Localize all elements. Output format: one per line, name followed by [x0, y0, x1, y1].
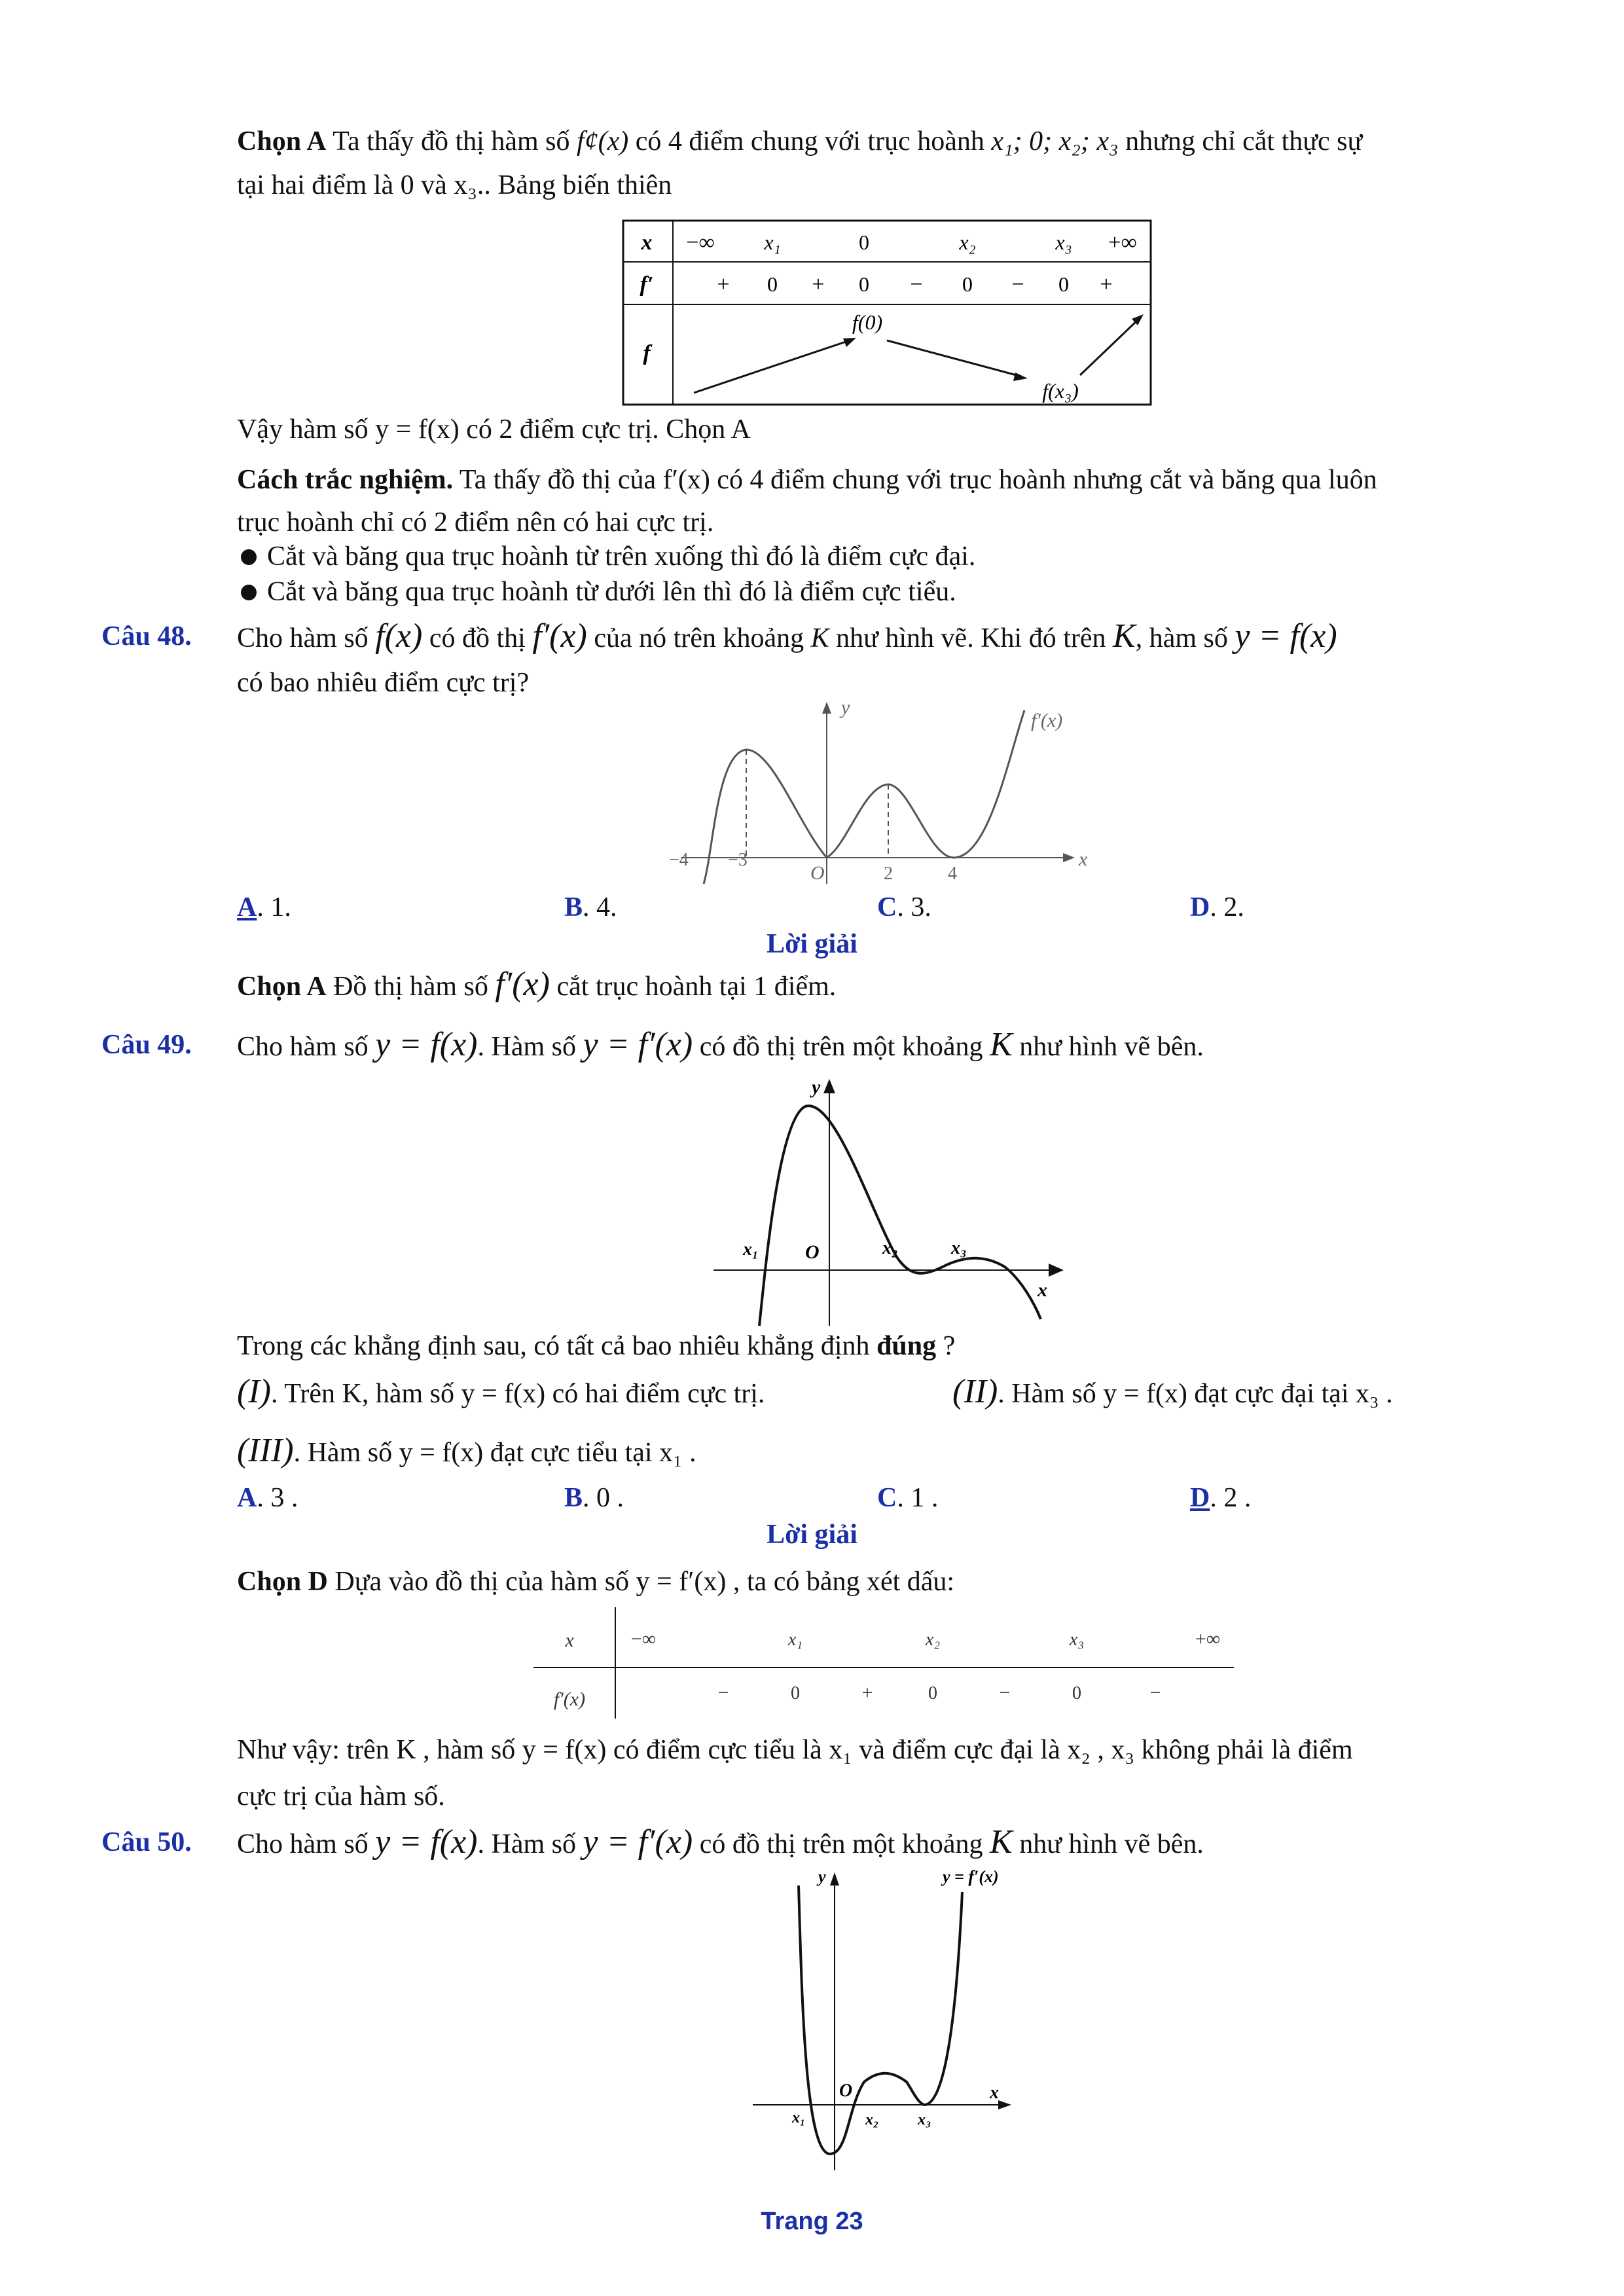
q49-conclusion-1: Như vậy: trên K , hàm số y = f(x) có điểm cực tiểu là x₁ và điểm cực đại là x₂ , x₃ không phải là điểm	[237, 1735, 1353, 1765]
q48-option-c[interactable]: C. 3.	[877, 892, 931, 922]
g50-x2: x₂	[865, 2111, 879, 2128]
s47-line4: Cách trắc nghiệm. Ta thấy đồ thị của f′(x) có 4 điểm chung với trục hoành nhưng cắt và băng qua luôn	[237, 465, 1377, 495]
vt47-x3: x₂	[959, 230, 976, 254]
variation-table-47	[622, 219, 1152, 406]
q49-solution-title: Lời giải	[767, 1520, 857, 1550]
s47-line3: Vậy hàm số y = f(x) có 2 điểm cực trị. Chọn A	[237, 414, 751, 445]
vt47-s6: −	[1011, 272, 1024, 297]
vt47-fp-label: f′	[640, 272, 654, 297]
q48-label: Câu 48.	[101, 621, 192, 651]
g49-o: O	[805, 1241, 820, 1263]
vt47-x4: x₃	[1055, 230, 1072, 254]
vt47-f-label: f	[643, 341, 651, 365]
g49-y: y	[812, 1076, 821, 1098]
bullet-icon	[241, 549, 257, 565]
st49-s0: −	[717, 1682, 729, 1704]
s47-bullet2: Cắt và băng qua trục hoành từ dưới lên thì đó là điểm cực tiểu.	[237, 574, 956, 610]
st49-x1: x₁	[787, 1630, 803, 1650]
st49-x4: +∞	[1195, 1628, 1221, 1650]
g49-x: x	[1038, 1279, 1047, 1301]
st49-s2: +	[861, 1682, 873, 1704]
vt47-x-label: x	[641, 230, 653, 255]
g48-y: y	[841, 697, 850, 718]
st49-fp-label: f′(x)	[553, 1688, 586, 1710]
q48-solution-title: Lời giải	[767, 929, 857, 959]
q48-text2: có bao nhiêu điểm cực trị?	[237, 668, 530, 698]
vt47-s1: 0	[767, 272, 778, 296]
st49-s4: −	[999, 1682, 1011, 1704]
st49-s5: 0	[1072, 1683, 1081, 1704]
vt47-s2: +	[812, 272, 825, 297]
st49-x-label: x	[565, 1630, 574, 1651]
vt47-x5: +∞	[1108, 230, 1137, 255]
q49-statement-3: (III). Hàm số y = f(x) đạt cực tiểu tại x₁ .	[237, 1432, 696, 1469]
q48-solution: Chọn A Đồ thị hàm số f′(x) cắt trục hoành tại 1 điểm.	[237, 966, 837, 1003]
q49-statement-2: (II). Hàm số y = f(x) đạt cực đại tại x₃ .	[952, 1373, 1393, 1410]
page-number: Trang 23	[761, 2208, 863, 2235]
g48-o: O	[810, 862, 825, 884]
g50-x3: x₃	[918, 2111, 931, 2128]
g49-x3: x₃	[951, 1238, 967, 1258]
q50-label: Câu 50.	[101, 1827, 192, 1857]
q49-text2: Trong các khẳng định sau, có tất cả bao nhiêu khẳng định đúng ?	[237, 1331, 956, 1361]
st49-s3: 0	[928, 1683, 937, 1704]
g50-title: y = f′(x)	[943, 1867, 999, 1886]
q48-option-d[interactable]: D. 2.	[1190, 892, 1244, 922]
vt47-s0: +	[717, 272, 730, 297]
q49-option-a[interactable]: A. 3 .	[237, 1483, 298, 1513]
q49-option-c[interactable]: C. 1 .	[877, 1483, 939, 1513]
q49-option-b[interactable]: B. 0 .	[564, 1483, 624, 1513]
st49-s6: −	[1149, 1682, 1161, 1704]
g49-x2: x₂	[882, 1238, 898, 1258]
st49-x2: x₂	[925, 1630, 941, 1650]
g48-t4: 4	[948, 864, 957, 884]
g50-y: y	[818, 1867, 826, 1886]
vt47-x2: 0	[859, 230, 869, 254]
g50-x: x	[990, 2083, 999, 2103]
st49-s1: 0	[791, 1683, 800, 1704]
graph-49	[707, 1067, 1087, 1329]
g48-fp: f′(x)	[1031, 710, 1063, 731]
g48-tm4: −4	[669, 850, 689, 870]
g49-x1: x₁	[743, 1239, 759, 1260]
q49-solution: Chọn D Dựa vào đồ thị của hàm số y = f′(x) , ta có bảng xét dấu:	[237, 1567, 955, 1597]
g48-tm3: −3	[728, 850, 748, 870]
st49-x0: −∞	[630, 1628, 657, 1650]
s47-bullet1: Cắt và băng qua trục hoành từ trên xuống thì đó là điểm cực đại.	[237, 538, 975, 575]
q48-text1: Cho hàm số f(x) có đồ thị f′(x) của nó trên khoảng K như hình vẽ. Khi đó trên K, hàm số y = f(x)	[237, 617, 1337, 655]
q48-option-b[interactable]: B. 4.	[564, 892, 617, 922]
q49-statement-1: (I). Trên K, hàm số y = f(x) có hai điểm cực trị.	[237, 1373, 765, 1410]
bullet-icon	[241, 585, 257, 600]
vt47-x1: x₁	[764, 230, 781, 254]
g48-t2: 2	[884, 864, 893, 884]
s47-line1: Chọn A Ta thấy đồ thị hàm số f¢(x) có 4 điểm chung với trục hoành x₁; 0; x₂; x₃ nhưng chỉ cắt thực sự	[237, 126, 1363, 156]
sign-table-49	[533, 1607, 1234, 1722]
vt47-s5: 0	[962, 272, 973, 296]
q48-option-a[interactable]: A. 1.	[237, 892, 291, 922]
st49-x3: x₃	[1069, 1630, 1085, 1650]
q50-text1: Cho hàm số y = f(x). Hàm số y = f′(x) có đồ thị trên một khoảng K như hình vẽ bên.	[237, 1823, 1204, 1861]
s47-line2: tại hai điểm là 0 và x₃.. Bảng biến thiên	[237, 170, 672, 200]
vt47-s4: −	[910, 272, 923, 297]
q49-option-d[interactable]: D. 2 .	[1190, 1483, 1252, 1513]
vt47-s7: 0	[1058, 272, 1069, 296]
q49-conclusion-2: cực trị của hàm số.	[237, 1781, 445, 1812]
q49-text1: Cho hàm số y = f(x). Hàm số y = f′(x) có đồ thị trên một khoảng K như hình vẽ bên.	[237, 1026, 1204, 1063]
vt47-s3: 0	[859, 272, 869, 296]
q49-label: Câu 49.	[101, 1030, 192, 1060]
s47-line5: trục hoành chỉ có 2 điểm nên có hai cực trị.	[237, 507, 714, 538]
graph-50	[746, 1866, 1021, 2174]
g50-x1: x₁	[792, 2109, 806, 2126]
vt47-f0: f(0)	[852, 310, 883, 334]
vt47-x0: −∞	[686, 230, 715, 255]
g50-o: O	[839, 2081, 853, 2101]
graph-48	[668, 694, 1100, 890]
vt47-s8: +	[1100, 272, 1113, 297]
g48-x: x	[1079, 848, 1088, 870]
vt47-fx3: f(x₃)	[1042, 379, 1079, 403]
